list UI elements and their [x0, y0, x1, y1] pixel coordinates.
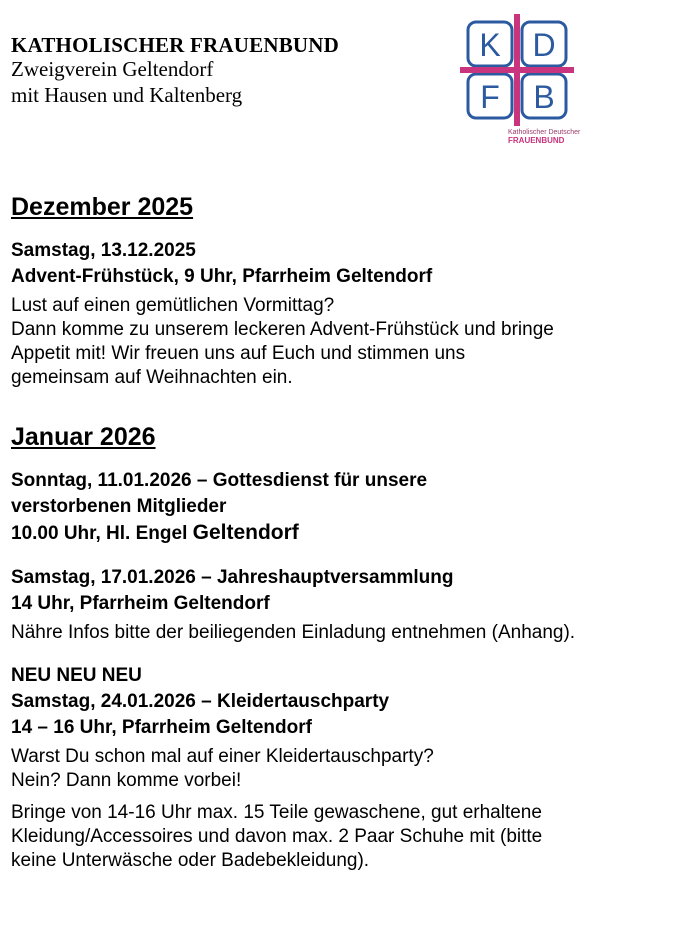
event-text-line: Lust auf einen gemütlichen Vormittag?	[11, 295, 335, 316]
event-description	[11, 745, 691, 793]
event-text-line: Nein? Dann komme vorbei!	[11, 770, 242, 791]
event-text-line: Dann komme zu unserem leckeren Advent-Frühstück und bringe	[11, 319, 554, 340]
event-title: Samstag, 17.01.2026 – Jahreshauptversammlung	[11, 567, 454, 588]
new-badge: NEU NEU NEU	[11, 665, 142, 686]
org-subtitle-1: Zweigverein Geltendorf	[11, 57, 214, 81]
logo-letter-b: B	[533, 79, 555, 115]
event-place: Geltendorf	[192, 521, 299, 544]
month-heading-december: Dezember 2025	[11, 193, 194, 221]
event-text-line: keine Unterwäsche oder Badebekleidung).	[11, 850, 370, 871]
logo-letter-d: D	[532, 27, 556, 63]
event-date: Samstag, 13.12.2025	[11, 240, 196, 261]
kdfb-logo	[460, 12, 581, 147]
event-title: Samstag, 24.01.2026 – Kleidertauschparty	[11, 691, 390, 712]
event-text-line: Bringe von 14-16 Uhr max. 15 Teile gewaschene, gut erhaltene	[11, 802, 542, 823]
month-heading-january: Januar 2026	[11, 423, 156, 451]
event-title: Sonntag, 11.01.2026 – Gottesdienst für unsere	[11, 470, 428, 491]
event-text-line: Kleidung/Accessoires und davon max. 2 Paar Schuhe mit (bitte	[11, 826, 543, 847]
org-header	[11, 34, 339, 108]
logo-caption-big: FRAUENBUND	[508, 136, 565, 145]
event-description	[11, 294, 691, 390]
event-description: Nähre Infos bitte der beiliegenden Einladung entnehmen (Anhang).	[11, 622, 576, 643]
event-text-line: Warst Du schon mal auf einer Kleidertauschparty?	[11, 746, 434, 767]
event-text-line: gemeinsam auf Weihnachten ein.	[11, 367, 293, 388]
event-time-place: 14 Uhr, Pfarrheim Geltendorf	[11, 593, 270, 614]
logo-letter-k: K	[479, 27, 501, 63]
logo-letter-f: F	[480, 79, 500, 115]
org-name: KATHOLISCHER FRAUENBUND	[11, 33, 339, 57]
event-time: 10.00 Uhr, Hl. Engel	[11, 523, 193, 544]
logo-caption	[508, 129, 580, 145]
event-description-2	[11, 801, 691, 873]
event-title: Advent-Frühstück, 9 Uhr, Pfarrheim Geltendorf	[11, 266, 433, 287]
event-time-place	[11, 520, 691, 547]
event-text-line: Appetit mit! Wir freuen uns auf Euch und stimmen uns	[11, 343, 466, 364]
event-clothes-swap	[11, 663, 691, 873]
org-subtitle-2: mit Hausen und Kaltenberg	[11, 83, 243, 107]
program-content	[11, 192, 691, 891]
logo-caption-small: Katholischer Deutscher	[508, 129, 581, 136]
event-annual-meeting	[11, 565, 691, 645]
logo-cross-horizontal	[460, 67, 574, 73]
event-time-place: 14 – 16 Uhr, Pfarrheim Geltendorf	[11, 717, 312, 738]
event-advent-breakfast	[11, 238, 691, 390]
event-memorial-service	[11, 468, 691, 547]
event-title-cont: verstorbenen Mitglieder	[11, 496, 227, 517]
